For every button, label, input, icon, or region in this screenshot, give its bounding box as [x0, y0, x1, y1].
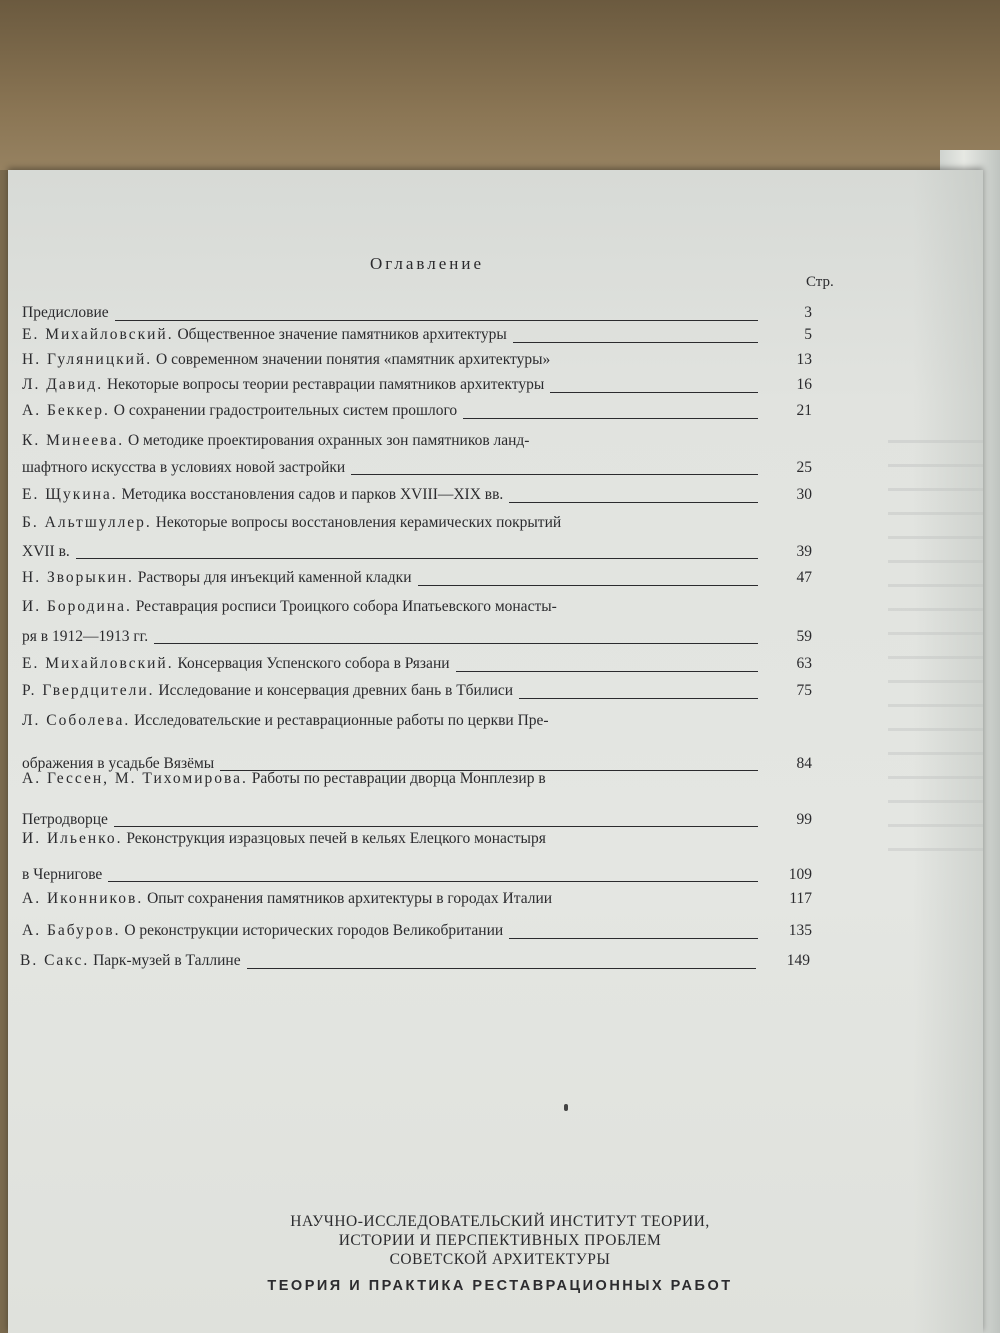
entry-title-continued: шафтного искусства в условиях новой застройки	[22, 458, 346, 476]
toc-entry	[22, 651, 812, 678]
toc-entry	[22, 482, 812, 509]
leader-line	[550, 391, 758, 393]
entry-author: А. Гессен, М. Тихомирова.	[22, 770, 248, 787]
toc-entry	[22, 826, 812, 888]
entry-page: 25	[796, 458, 812, 476]
toc-entry	[22, 428, 812, 481]
entry-author: Е. Михайловский.	[22, 655, 174, 672]
toc-entry	[22, 322, 812, 349]
entry-author: В. Сакс.	[20, 952, 90, 969]
entry-title: О реконструкции исторических городов Великобритании	[124, 922, 504, 939]
entry-page: 5	[804, 326, 812, 343]
leader-line	[509, 501, 758, 503]
toc-entry	[22, 594, 812, 650]
entry-page: 149	[786, 952, 810, 969]
institute-line-2: ИСТОРИИ И ПЕРСПЕКТИВНЫХ ПРОБЛЕМ	[338, 1232, 662, 1249]
entry-page: 109	[788, 865, 812, 883]
entry-author: И. Ильенко.	[22, 830, 123, 847]
entry-title: Методика восстановления садов и парков XVIII—XIX вв.	[121, 486, 504, 503]
entry-title-continued: XVII в.	[22, 542, 70, 560]
entry-author: Е. Михайловский.	[22, 326, 174, 343]
entry-title: Предисловие	[22, 304, 109, 321]
toc-entry	[22, 678, 812, 705]
entry-page: 47	[796, 569, 812, 586]
toc-entry	[22, 510, 812, 565]
entry-title: Исследовательские и реставрационные работы по церкви Пре-	[134, 712, 549, 729]
leader-line	[76, 557, 758, 559]
entry-title: О методике проектирования охранных зон памятников ланд-	[127, 432, 530, 449]
entry-title: Консервация Успенского собора в Рязани	[177, 655, 450, 672]
entry-title: О сохранении градостроительных систем прошлого	[113, 402, 458, 419]
entry-author: Р. Гвердцители.	[22, 682, 155, 699]
toc-entry	[22, 565, 812, 592]
leader-line	[154, 642, 758, 644]
entry-title: Некоторые вопросы теории реставрации памятников архитектуры	[106, 376, 545, 393]
entry-author: Л. Соболева.	[22, 712, 131, 729]
leader-line	[463, 417, 758, 419]
leader-line	[556, 367, 758, 368]
entry-page: 39	[796, 542, 812, 560]
leader-line	[108, 880, 758, 882]
leader-line	[456, 670, 758, 672]
leader-line	[509, 937, 758, 939]
toc-heading: Оглавление	[370, 254, 484, 273]
leader-line	[513, 341, 758, 343]
leader-line	[351, 473, 758, 475]
toc-entry	[22, 398, 812, 425]
entry-author: А. Иконников.	[22, 890, 144, 907]
entry-author: Л. Давид.	[22, 376, 104, 393]
entry-author: А. Бабуров.	[22, 922, 121, 939]
entry-title: Растворы для инъекций каменной кладки	[137, 569, 412, 586]
page-curl-shadow	[913, 170, 983, 1333]
entry-page: 13	[796, 351, 812, 368]
entry-author: А. Беккер.	[22, 402, 110, 419]
ink-speck	[564, 1104, 568, 1111]
institute-line-1: НАУЧНО-ИССЛЕДОВАТЕЛЬСКИЙ ИНСТИТУТ ТЕОРИИ,	[290, 1213, 710, 1230]
entry-title: Реставрация росписи Троицкого собора Ипатьевского монасты-	[135, 598, 557, 615]
entry-page: 3	[804, 304, 812, 321]
entry-page: 84	[796, 754, 812, 772]
toc-entry	[22, 347, 812, 374]
toc-entry	[22, 918, 812, 945]
book-series-title: ТЕОРИЯ И ПРАКТИКА РЕСТАВРАЦИОННЫХ РАБОТ	[267, 1278, 733, 1294]
entry-title-continued: ря в 1912—1913 гг.	[22, 627, 149, 645]
entry-author: И. Бородина.	[22, 598, 132, 615]
entry-title: Общественное значение памятников архитектуры	[177, 326, 507, 343]
entry-title-continued: Петродворце	[22, 810, 108, 828]
entry-page: 75	[796, 682, 812, 699]
entry-page: 99	[796, 810, 812, 828]
entry-title: Опыт сохранения памятников архитектуры в городах Италии	[147, 890, 553, 907]
page-column-label: Стр.	[806, 274, 834, 290]
entry-title: Реконструкция изразцовых печей в кельях Елецкого монастыря	[126, 830, 546, 847]
toc-entry	[20, 948, 810, 975]
leader-line	[418, 584, 758, 586]
entry-title: Работы по реставрации дворца Монплезир в	[251, 770, 546, 787]
entry-title: Исследование и консервация древних бань в Тбилиси	[158, 682, 514, 699]
entry-author: Н. Зворыкин.	[22, 569, 134, 586]
entry-page: 63	[796, 655, 812, 672]
entry-author: Б. Альтшуллер.	[22, 514, 152, 531]
toc-entry	[22, 372, 812, 399]
toc-entry	[22, 766, 812, 833]
entry-title: Парк-музей в Таллине	[93, 952, 241, 969]
entry-author: Е. Щукина.	[22, 486, 118, 503]
entry-page: 135	[788, 922, 812, 939]
entry-page: 117	[789, 890, 812, 907]
entry-author: К. Минеева.	[22, 432, 125, 449]
entry-page: 30	[796, 486, 812, 503]
toc-entry	[22, 886, 812, 913]
entry-title-continued: ображения в усадьбе Вязёмы	[22, 754, 215, 772]
entry-title: О современном значении понятия «памятник архитектуры»	[156, 351, 551, 368]
leader-line	[115, 319, 758, 321]
publisher-footer	[200, 1212, 800, 1296]
entry-title-continued: в Чернигове	[22, 865, 103, 883]
entry-author: Н. Гуляницкий.	[22, 351, 153, 368]
entry-page: 59	[796, 627, 812, 645]
entry-title: Некоторые вопросы восстановления керамических покрытий	[155, 514, 562, 531]
leader-line	[558, 906, 758, 907]
entry-page: 16	[796, 376, 812, 393]
entry-page: 21	[796, 402, 812, 419]
leader-line	[519, 697, 758, 699]
institute-line-3: СОВЕТСКОЙ АРХИТЕКТУРЫ	[389, 1251, 611, 1268]
leader-line	[247, 967, 756, 969]
